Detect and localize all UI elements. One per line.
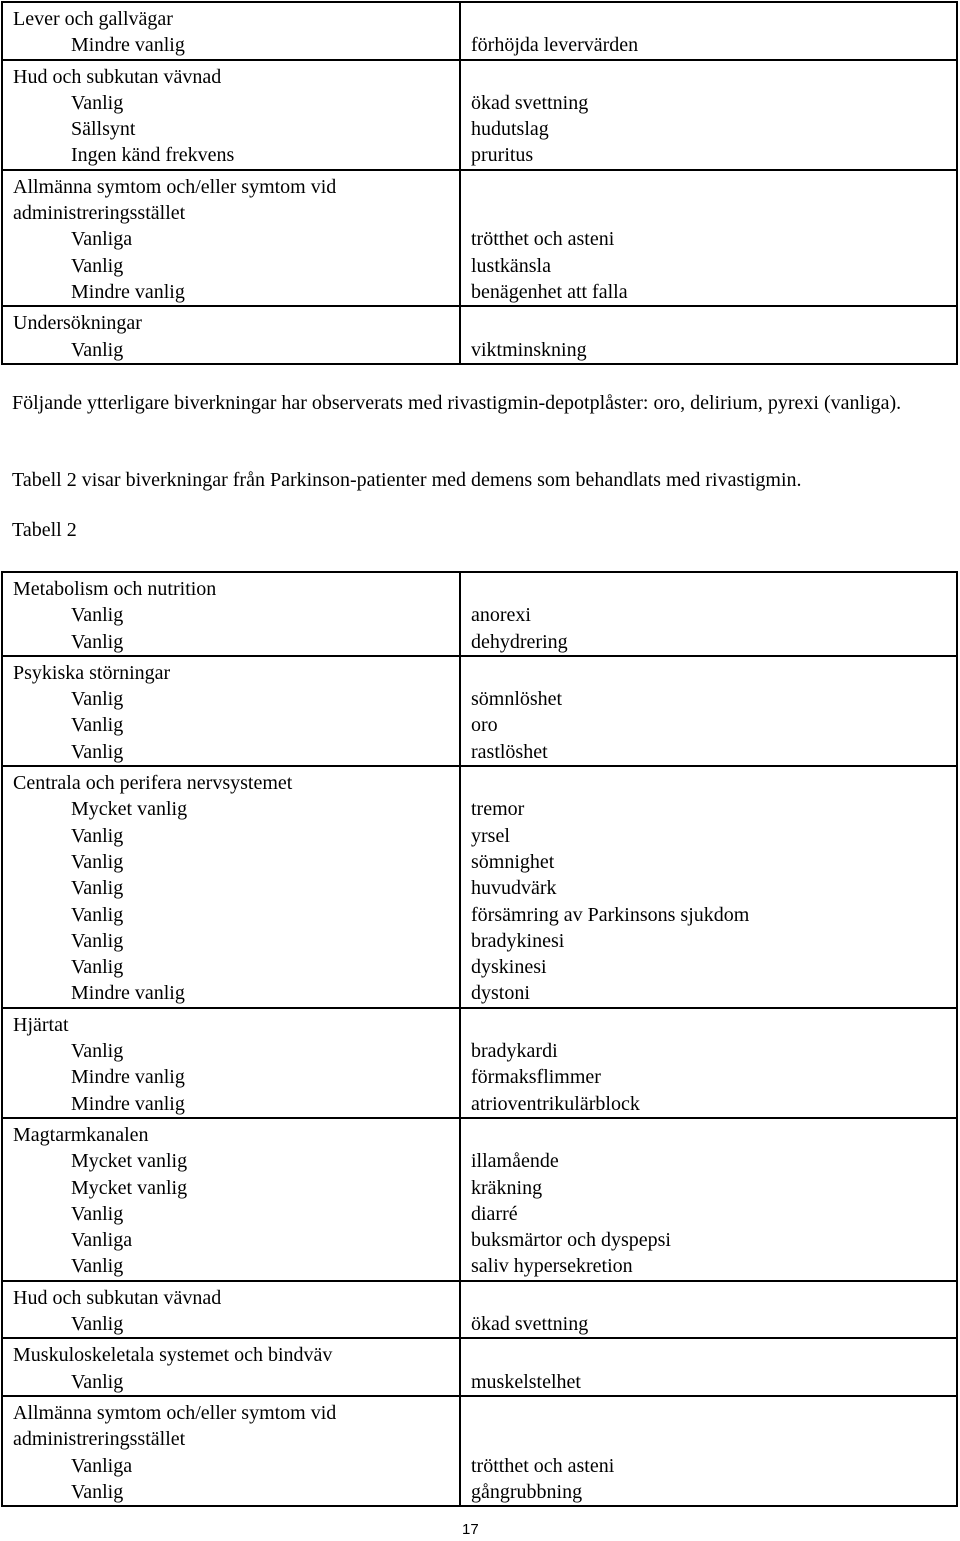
reaction-cell (460, 1338, 957, 1396)
reaction-label: förmaksflimmer (471, 1066, 601, 1089)
table-row (2, 306, 957, 364)
blank-line (471, 1400, 956, 1426)
frequency-label: Vanlig (71, 714, 124, 737)
reaction-label: ökad svettning (471, 1313, 589, 1336)
reaction-label: sömnighet (471, 850, 555, 873)
frequency-label: Vanliga (71, 1454, 133, 1477)
reaction-label: buksmärtor och dyspepsi (471, 1229, 671, 1252)
frequency-label: Vanlig (71, 688, 124, 711)
reaction-label: dehydrering (471, 630, 568, 653)
organ-class-label: Hud och subkutan vävnad (13, 1286, 222, 1309)
frequency-label: Vanlig (71, 824, 124, 847)
reaction-label: oro (471, 714, 498, 737)
reaction-cell (460, 170, 957, 306)
reaction-label: trötthet och asteni (471, 1454, 615, 1477)
table-1-body (2, 2, 957, 364)
organ-class-label: Muskuloskeletala systemet och bindväv (13, 1344, 333, 1367)
organ-class-cell (2, 1008, 460, 1118)
frequency-label: Vanlig (71, 254, 124, 277)
organ-class-cell (2, 2, 460, 60)
table-row (2, 1338, 957, 1396)
table-row (2, 1008, 957, 1118)
reaction-label: lustkänsla (471, 254, 551, 277)
frequency-label: Mindre vanlig (71, 280, 185, 303)
frequency-label: Vanlig (71, 740, 124, 763)
reaction-label: bradykinesi (471, 929, 565, 952)
adverse-reactions-table-1 (1, 1, 958, 365)
reaction-label: förhöjda levervärden (471, 34, 639, 57)
blank-line (471, 1342, 956, 1368)
table-row (2, 60, 957, 170)
organ-class-label: Undersökningar (13, 312, 142, 335)
reaction-label: huvudvärk (471, 877, 557, 900)
frequency-label: Mindre vanlig (71, 982, 185, 1005)
blank-line (471, 64, 956, 90)
frequency-label: Vanlig (71, 850, 124, 873)
table-2-heading: Tabell 2 (12, 519, 77, 541)
reaction-cell (460, 766, 957, 1008)
frequency-label: Vanlig (71, 903, 124, 926)
frequency-label: Vanlig (71, 1370, 124, 1393)
reaction-cell (460, 2, 957, 60)
frequency-label: Vanlig (71, 956, 124, 979)
organ-class-cell (2, 1338, 460, 1396)
blank-line (471, 770, 956, 796)
table-row (2, 766, 957, 1008)
organ-class-label: Magtarmkanalen (13, 1123, 149, 1146)
organ-class-label: administreringsstället (13, 1428, 186, 1451)
reaction-cell (460, 1281, 957, 1339)
reaction-label: saliv hypersekretion (471, 1255, 633, 1278)
reaction-label: muskelstelhet (471, 1370, 581, 1393)
blank-line (471, 1012, 956, 1038)
blank-line (471, 576, 956, 602)
blank-line (471, 1122, 956, 1148)
organ-class-label: Centrala och perifera nervsystemet (13, 772, 293, 795)
reaction-label: gångrubbning (471, 1480, 583, 1503)
paragraph-additional-reactions: Följande ytterligare biverkningar har observerats med rivastigmin-depotplåster: oro, delirium, pyrexi (vanliga). (12, 392, 902, 414)
table-row (2, 572, 957, 656)
frequency-label: Vanlig (71, 877, 124, 900)
frequency-label: Vanliga (71, 1229, 133, 1252)
frequency-label: Vanlig (71, 929, 124, 952)
organ-class-cell (2, 1281, 460, 1339)
reaction-cell (460, 306, 957, 364)
organ-class-label: Hud och subkutan vävnad (13, 65, 222, 88)
reaction-label: yrsel (471, 824, 510, 847)
frequency-label: Vanlig (71, 338, 124, 361)
adverse-reactions-table-2 (1, 571, 958, 1507)
organ-class-label: administreringsstället (13, 202, 186, 225)
reaction-label: bradykardi (471, 1040, 558, 1063)
frequency-label: Vanlig (71, 1202, 124, 1225)
table-row (2, 1396, 957, 1506)
frequency-label: Vanlig (71, 630, 124, 653)
frequency-label: Vanlig (71, 1313, 124, 1336)
blank-line (471, 1285, 956, 1311)
reaction-label: rastlöshet (471, 740, 548, 763)
reaction-label: kräkning (471, 1176, 543, 1199)
blank-line (471, 200, 956, 226)
reaction-label: dystoni (471, 982, 530, 1005)
reaction-label: hudutslag (471, 118, 549, 141)
organ-class-cell (2, 656, 460, 766)
organ-class-cell (2, 60, 460, 170)
reaction-label: sömnlöshet (471, 688, 563, 711)
frequency-label: Sällsynt (71, 118, 136, 141)
reaction-cell (460, 572, 957, 656)
reaction-label: viktminskning (471, 338, 587, 361)
organ-class-label: Allmänna symtom och/eller symtom vid (13, 1401, 337, 1424)
organ-class-label: Lever och gallvägar (13, 8, 173, 30)
table-row (2, 170, 957, 306)
frequency-label: Mindre vanlig (71, 34, 185, 57)
reaction-label: anorexi (471, 604, 531, 627)
table-row (2, 2, 957, 60)
reaction-label: dyskinesi (471, 956, 547, 979)
organ-class-label: Allmänna symtom och/eller symtom vid (13, 175, 337, 198)
blank-line (471, 1426, 956, 1452)
reaction-cell (460, 60, 957, 170)
table-2-body (2, 572, 957, 1506)
frequency-label: Vanlig (71, 1480, 124, 1503)
organ-class-cell (2, 1396, 460, 1506)
frequency-label: Vanlig (71, 604, 124, 627)
reaction-label: pruritus (471, 144, 534, 167)
frequency-label: Vanlig (71, 1040, 124, 1063)
paragraph-table-2-intro: Tabell 2 visar biverkningar från Parkinson-patienter med demens som behandlats med rivastigmin. (12, 469, 802, 491)
reaction-label: tremor (471, 798, 525, 821)
organ-class-cell (2, 766, 460, 1008)
reaction-cell (460, 1396, 957, 1506)
organ-class-cell (2, 1118, 460, 1281)
frequency-label: Mycket vanlig (71, 798, 188, 821)
frequency-label: Vanlig (71, 1255, 124, 1278)
table-row (2, 1118, 957, 1281)
frequency-label: Mycket vanlig (71, 1176, 188, 1199)
blank-line (471, 174, 956, 200)
reaction-cell (460, 656, 957, 766)
table-row (2, 656, 957, 766)
frequency-label: Mindre vanlig (71, 1092, 185, 1115)
blank-line (471, 310, 956, 336)
reaction-label: försämring av Parkinsons sjukdom (471, 903, 750, 926)
frequency-label: Vanlig (71, 91, 124, 114)
reaction-label: ökad svettning (471, 91, 589, 114)
reaction-label: illamående (471, 1150, 559, 1173)
organ-class-cell (2, 306, 460, 364)
organ-class-label: Psykiska störningar (13, 661, 171, 684)
organ-class-cell (2, 170, 460, 306)
frequency-label: Ingen känd frekvens (71, 144, 235, 167)
organ-class-label: Hjärtat (13, 1013, 69, 1036)
reaction-cell (460, 1118, 957, 1281)
reaction-label: atrioventrikulärblock (471, 1092, 640, 1115)
reaction-cell (460, 1008, 957, 1118)
organ-class-cell (2, 572, 460, 656)
table-row (2, 1281, 957, 1339)
organ-class-label: Metabolism och nutrition (13, 578, 217, 600)
reaction-label: trötthet och asteni (471, 228, 615, 251)
frequency-label: Mycket vanlig (71, 1150, 188, 1173)
blank-line (471, 6, 956, 32)
blank-line (471, 660, 956, 686)
reaction-label: diarré (471, 1202, 518, 1225)
frequency-label: Mindre vanlig (71, 1066, 185, 1089)
frequency-label: Vanliga (71, 228, 133, 251)
page-number: 17 (462, 1521, 479, 1538)
reaction-label: benägenhet att falla (471, 280, 628, 303)
